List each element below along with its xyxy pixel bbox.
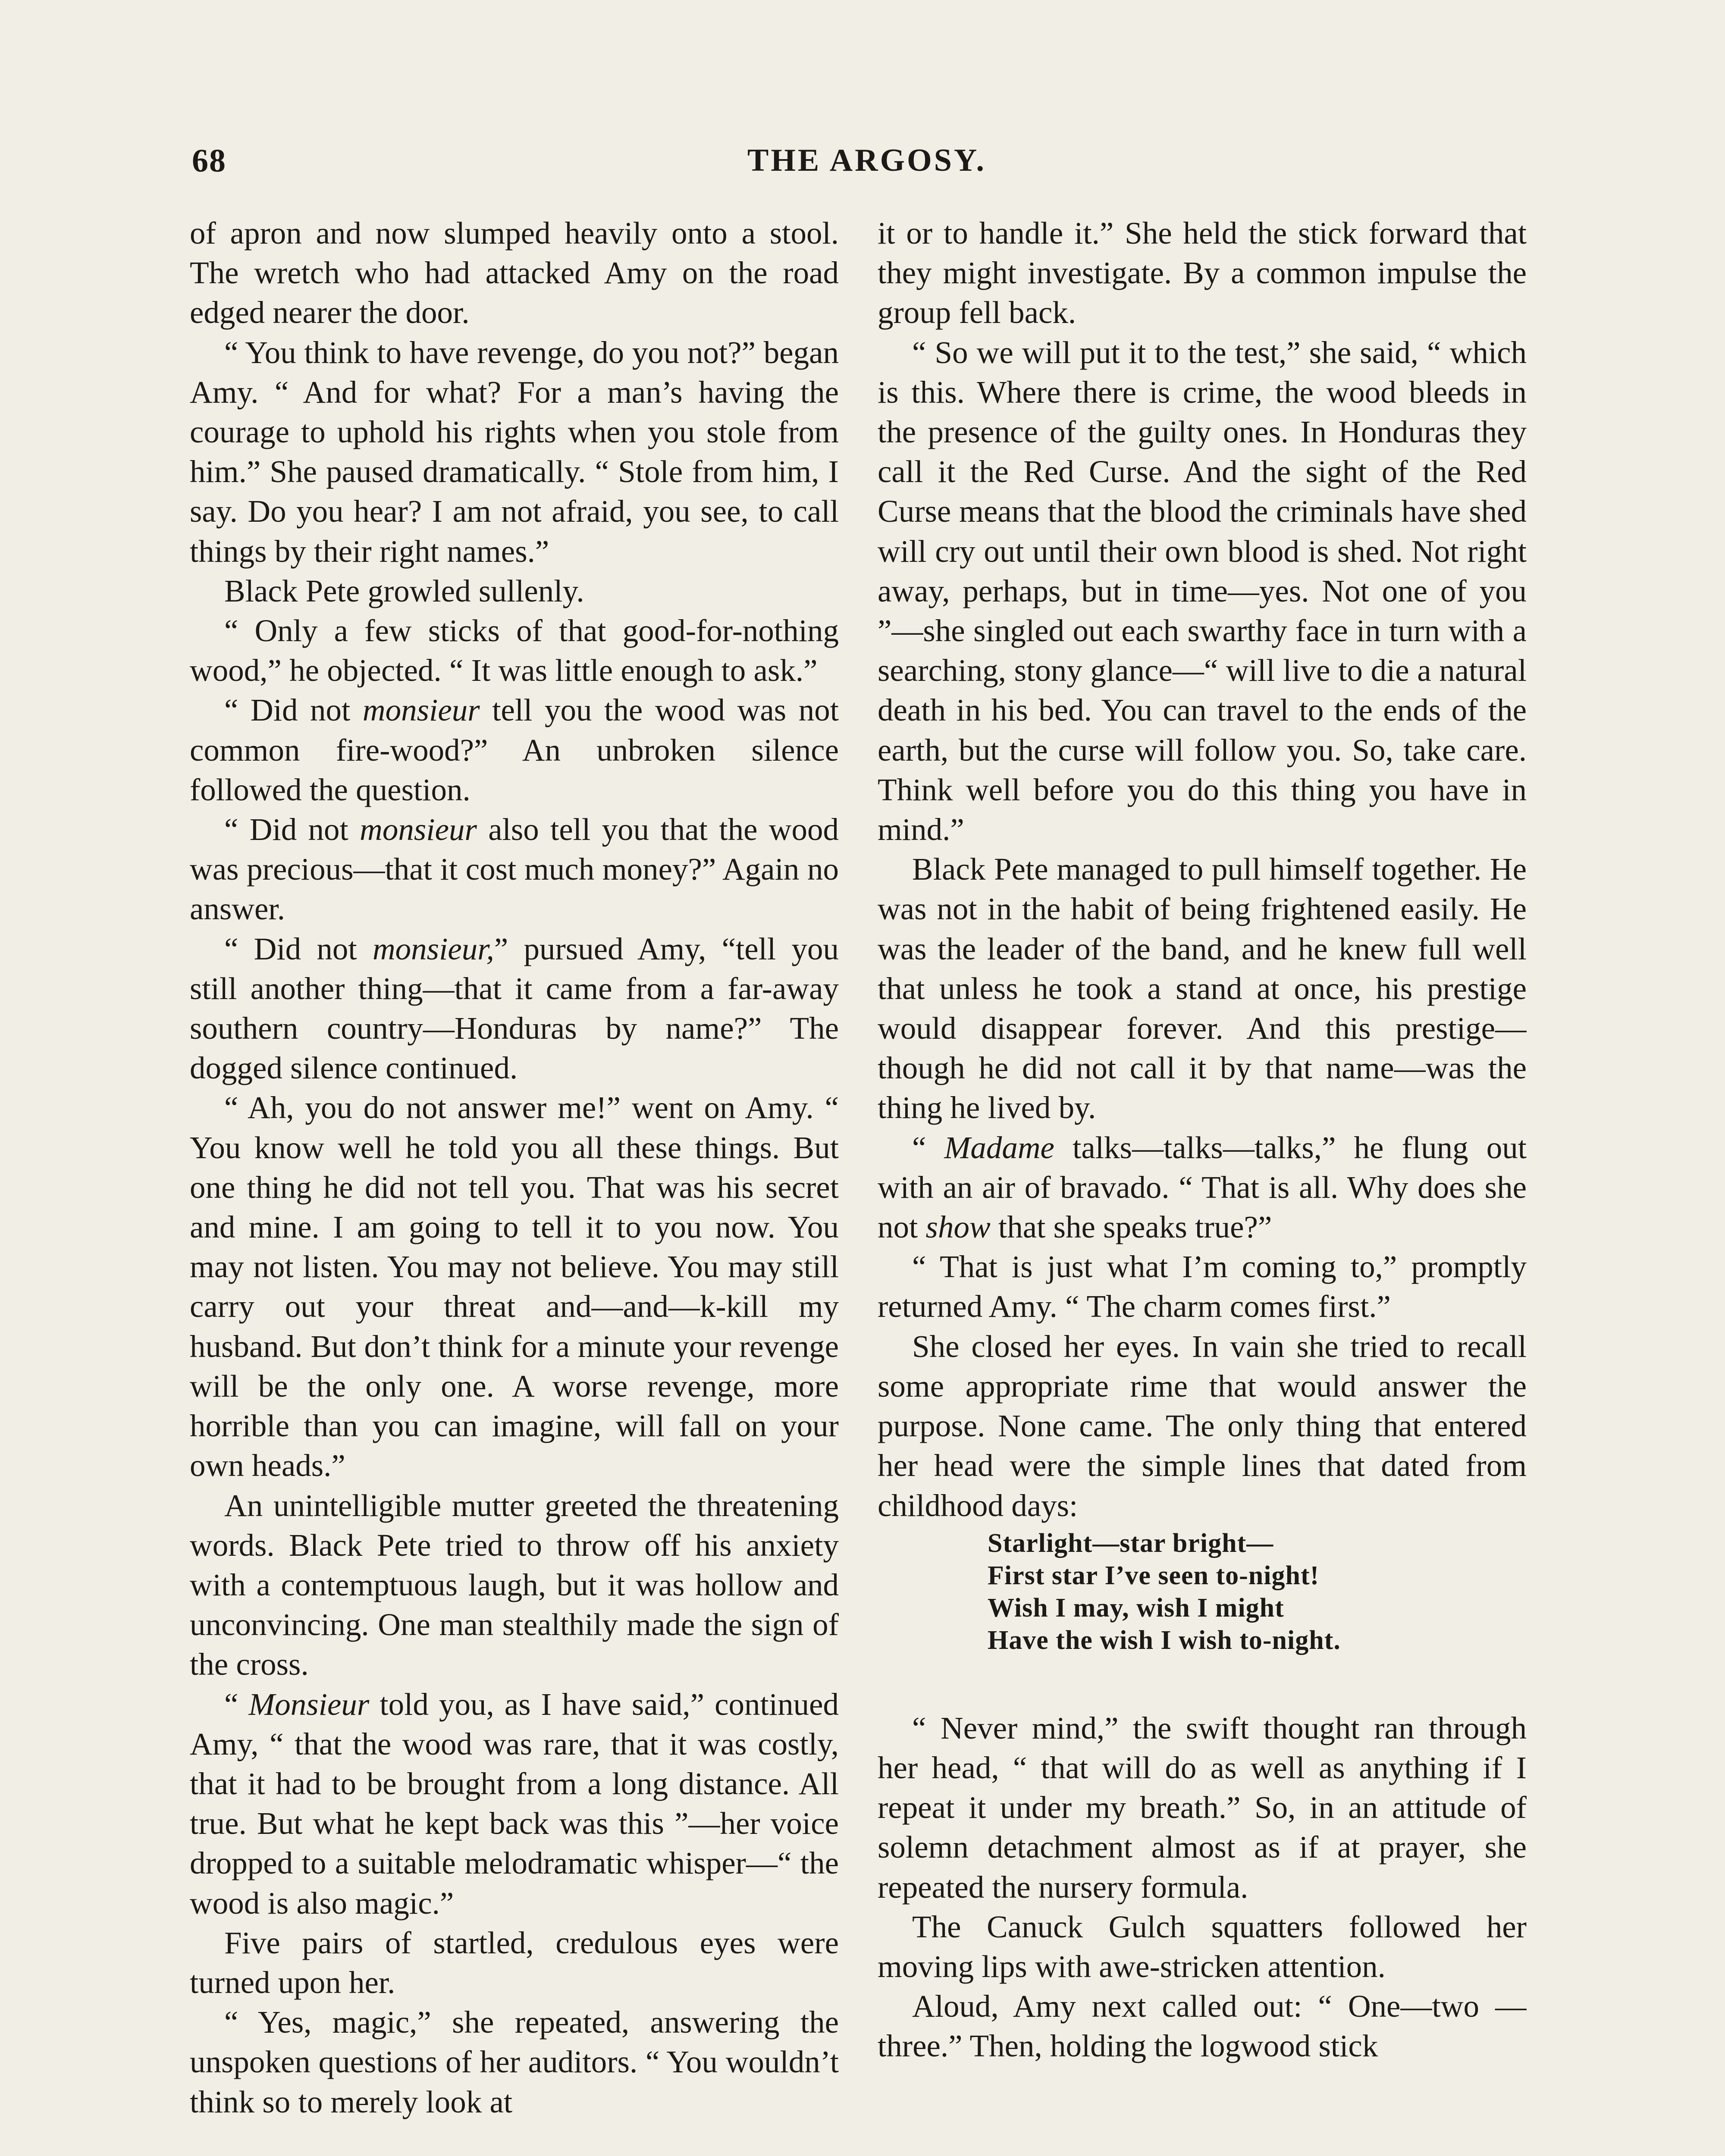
paragraph — [190, 690, 839, 810]
paragraph — [190, 810, 839, 929]
text-run: tell you the wood was not common fire-wood?” An unbroken silence followed the question. — [190, 693, 839, 807]
text-run: “ — [912, 1130, 944, 1165]
text-run: “ Only a few sticks of that good-for-nothing wood,” he objected. “ It was little enough to ask.” — [190, 613, 839, 688]
italic-text: Madame — [944, 1130, 1054, 1165]
text-run: “ — [224, 1686, 249, 1722]
right-column — [878, 213, 1527, 2156]
paragraph — [878, 1247, 1527, 1326]
text-run: told you, as I have said,” continued Amy, “ that the wood was rare, that it was costly, that it had to be brought from a long distance. All true. But what he kept back was this ”—her voice dropped to a suitable melodramatic whisper—“ the wood is also magic.” — [190, 1686, 839, 1921]
italic-text: monsieur, — [372, 931, 494, 966]
italic-text: show — [925, 1210, 991, 1245]
nursery-rhyme — [988, 1527, 1527, 1657]
paragraph — [878, 1327, 1527, 1526]
text-run: Black Pete growled sullenly. — [224, 573, 584, 608]
paragraph — [190, 929, 839, 1088]
paragraph — [190, 333, 839, 571]
text-run: “ Never mind,” the swift thought ran through her head, “ that will do as well as anything if I repeat it under my breath.” So, in an attitude of solemn detachment almost as if at prayer, she repeated the nursery formula. — [878, 1710, 1527, 1905]
text-run: “ Did not — [224, 931, 373, 966]
running-head: THE ARGOSY. — [747, 143, 986, 178]
text-run: “ So we will put it to the test,” she said, “ which is this. Where there is crime, the wood bleeds in the presence of the guilty ones. In Honduras they call it the Red Curse. And the sight of the Red Curse means that the blood the criminals have shed will cry out until their own blood is shed. Not right away, perhaps, but in time—yes. Not one of you ”—she singled out each swarthy face in turn with a searching, stony glance—“ will live to die a natural death in his bed. You can travel to the ends of the earth, but the curse will follow you. So, take care. Think well before you do this thing you have in mind.” — [878, 335, 1527, 847]
text-run: “ You think to have revenge, do you not?” began Amy. “ And for what? For a man’s having the courage to uphold his rights when you stole from him.” She paused dramatically. “ Stole from him, I say. Do you hear? I am not afraid, you see, to call things by their right names.” — [190, 335, 839, 569]
poem-line: Have the wish I wish to-night. — [988, 1625, 1341, 1655]
left-column — [190, 213, 839, 2156]
paragraph — [878, 213, 1527, 333]
text-run: An unintelligible mutter greeted the threatening words. Black Pete tried to throw off his anxiety with a contemptuous laugh, but it was hollow and unconvincing. One man stealthily made the sign of the cross. — [190, 1488, 839, 1682]
paragraph — [190, 1685, 839, 1923]
text-run: it or to handle it.” She held the stick forward that they might investigate. By a common impulse the group fell back. — [878, 216, 1527, 330]
page-header — [192, 142, 1542, 190]
italic-text: monsieur — [362, 693, 480, 728]
text-run: Aloud, Amy next called out: “ One—two —three.” Then, holding the logwood stick — [878, 1989, 1527, 2064]
page-number: 68 — [192, 143, 226, 179]
text-run: “ Did not — [224, 812, 360, 847]
italic-text: Monsieur — [248, 1686, 370, 1722]
text-run: Five pairs of startled, credulous eyes were turned upon her. — [190, 1925, 839, 2000]
text-run: “ Did not — [224, 693, 363, 728]
paragraph — [878, 849, 1527, 1128]
text-run: talks—talks—talks,” he flung out with an air of bravado. “ That is all. Why does she not — [878, 1130, 1527, 1245]
text-run: that she speaks true?” — [990, 1210, 1272, 1245]
paragraph — [878, 1907, 1527, 1987]
right-column-text-top — [878, 213, 1527, 1526]
text-run: “ That is just what I’m coming to,” promptly returned Amy. “ The charm comes first.” — [878, 1249, 1527, 1324]
text-run: Black Pete managed to pull himself together. He was not in the habit of being frightened easily. He was the leader of the band, and he knew full well that unless he took a stand at once, his prestige would disappear forever. And this prestige—though he did not call it by that name—was the thing he lived by. — [878, 852, 1527, 1125]
paragraph — [878, 333, 1527, 850]
poem-line: Wish I may, wish I might — [988, 1593, 1284, 1623]
text-run: ” pursued Amy, “tell you still another thing—that it came from a far-away southern country—Honduras by name?” The dogged silence continued. — [190, 931, 839, 1086]
italic-text: monsieur — [360, 812, 477, 847]
paragraph — [190, 213, 839, 333]
paragraph — [190, 571, 839, 611]
text-run: “ Ah, you do not answer me!” went on Amy. “ You know well he told you all these things. But one thing he did not tell you. That was his secret and mine. I am going to tell it to you now. You may not listen. You may not believe. You may still carry out your threat and—and—k-kill my husband. But don’t think for a minute your revenge will be the only one. A worse revenge, more horrible than you can imagine, will fall on your own heads.” — [190, 1090, 839, 1483]
text-run: She closed her eyes. In vain she tried to recall some appropriate rime that would answer the purpose. None came. The only thing that entered her head were the simple lines that dated from childhood days: — [878, 1329, 1527, 1523]
paragraph — [190, 1088, 839, 1485]
right-column-text-bottom — [878, 1708, 1527, 2066]
paragraph — [190, 1923, 839, 2002]
paragraph — [190, 1486, 839, 1685]
text-run: of apron and now slumped heavily onto a stool. The wretch who had attacked Amy on the road edged nearer the door. — [190, 216, 839, 330]
poem-line: Starlight—star bright— — [988, 1528, 1274, 1558]
paragraph — [190, 611, 839, 690]
text-run: “ Yes, magic,” she repeated, answering the unspoken questions of her auditors. “ You wouldn’t think so to merely look at — [190, 2005, 839, 2119]
paragraph — [878, 1987, 1527, 2066]
paragraph — [190, 2002, 839, 2122]
paragraph — [878, 1708, 1527, 1907]
text-run: The Canuck Gulch squatters followed her moving lips with awe-stricken attention. — [878, 1909, 1527, 1984]
paragraph — [878, 1128, 1527, 1247]
text-run: also tell you that the wood was precious—that it cost much money?” Again no answer. — [190, 812, 839, 927]
poem-line: First star I’ve seen to-night! — [988, 1561, 1320, 1590]
